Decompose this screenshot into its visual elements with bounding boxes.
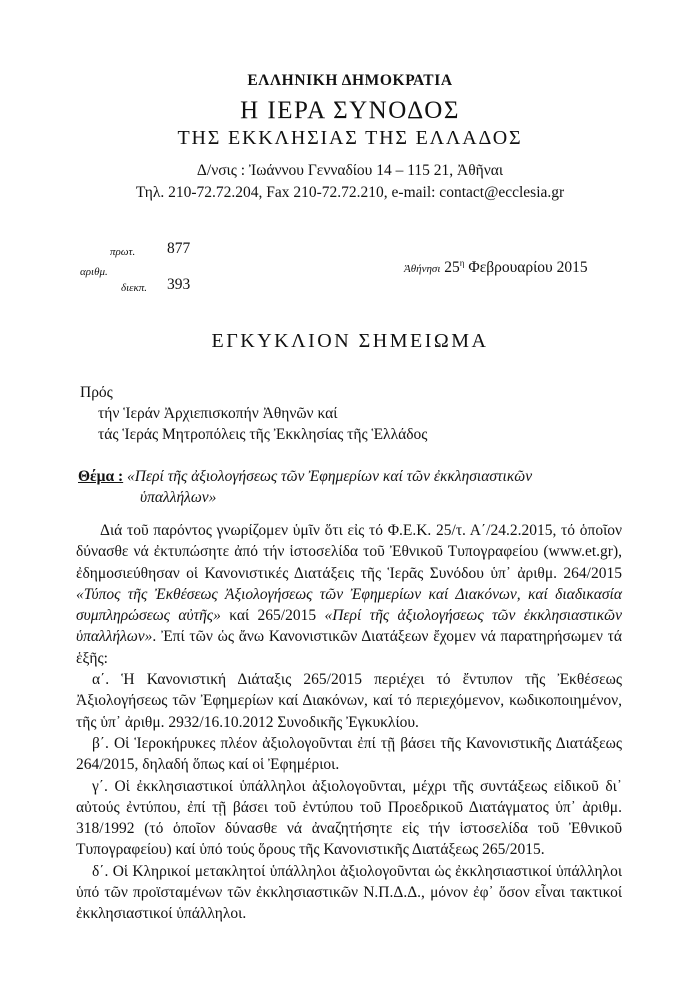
date-month-year: Φεβρουαρίου 2015 — [468, 259, 588, 277]
recipient-line-1: τήν Ἱεράν Ἀρχιεπισκοπήν Ἀθηνῶν καί — [98, 405, 338, 422]
subject-label: Θέμα : — [78, 468, 124, 485]
body-text — [76, 520, 622, 925]
letterhead-contact: Τηλ. 210-72.72.204, Fax 210-72.72.210, e-mail: contact@ecclesia.gr — [135, 184, 565, 201]
date-day-suffix: η — [459, 258, 465, 268]
document-date — [404, 258, 588, 277]
circular-title: ΕΓΚΥΚΛΙΟΝ ΣΗΜΕΙΩΜΑ — [211, 330, 489, 352]
diekp-label: διεκπ. — [121, 282, 148, 294]
body-item-c: γ΄. Οἱ ἐκκλησιαστικοί ὑπάλληλοι ἀξιολογοῦνται, μέχρι τῆς συντάξεως εἰδικοῦ δι᾽ αὐτούς ἐντύπου, ἐπί τῇ βάσει τοῦ ἐντύπου τοῦ Προεδρικοῦ Διατάγματος ὑπ᾽ ἀριθμ. 318/1992 (τό ὁποῖον δύνασθε νά ἀναζητήσητε εἰς τήν ἱστοσελίδα τοῦ Ἐθνικοῦ Τυπογραφείου) καί ὑπό τούς ὅρους τῆς Κανονιστικῆς Διατάξεως 265/2015. — [76, 777, 622, 859]
diekp-number: 393 — [167, 276, 191, 293]
intro-text-3: . Ἐπί τῶν ὡς ἄνω Κανονιστικῶν Διατάξεων ἔχομεν νά παρατηρήσωμεν τά ἑξῆς: — [76, 628, 622, 667]
letterhead-synod: Η ΙΕΡΑ ΣΥΝΟΔΟΣ — [240, 97, 460, 124]
letterhead-republic: ΕΛΛΗΝΙΚΗ ΔΗΜΟΚΡΑΤΙΑ — [247, 72, 453, 89]
body-intro-paragraph — [76, 520, 622, 669]
body-item-b: β΄. Οἱ Ἱεροκήρυκες πλέον ἀξιολογοῦνται ἐπί τῇ βάσει τῆς Κανονιστικῆς Διατάξεως 264/2015, δηλαδή ὅπως καί οἱ Ἐφημέριοι. — [76, 734, 622, 774]
prot-number: 877 — [167, 240, 191, 257]
prot-label: πρωτ. — [110, 246, 136, 258]
intro-italic-title-2: «Περί τῆς ἀξιολογήσεως τῶν ἐκκλησιαστικῶν ὑπαλλήλων» — [76, 607, 622, 646]
date-day: 25 — [444, 259, 460, 277]
letterhead-church: ΤΗΣ ΕΚΚΛΗΣΙΑΣ ΤΗΣ ΕΛΛΑΔΟΣ — [177, 127, 523, 149]
body-item-a: α΄. Ἡ Κανονιστική Διάταξις 265/2015 περιέχει τό ἔντυπον τῆς Ἐκθέσεως Ἀξιολογήσεως τῶν Ἐφημερίων καί Διακόνων, καί τό περιεχόμενον, κωδικοποιημένον, τῆς ὑπ᾽ ἀριθμ. 2932/16.10.2012 Συνοδικῆς Ἐγκυκλίου. — [76, 671, 622, 731]
arithm-label: αριθμ. — [80, 266, 108, 278]
intro-text-1: Διά τοῦ παρόντος γνωρίζομεν ὑμῖν ὅτι εἰς τό Φ.Ε.Κ. 25/τ. Α΄/24.2.2015, τό ὁποῖον δύνασθε νά ἐκτυπώσητε ἀπό τήν ἱστοσελίδα τοῦ Ἐθνικοῦ Τυπογραφείου (www.et.gr), ἐδημοσιεύθησαν οἱ Κανονιστικές Διατάξεις τῆς Ἱερᾶς Συνόδου ὑπ᾽ ἀριθμ. 264/2015 — [76, 522, 622, 582]
intro-text-2: καί 265/2015 — [220, 607, 325, 625]
recipient-to-label: Πρός — [80, 384, 113, 401]
letterhead-address: Δ/νσις : Ἰωάννου Γενναδίου 14 – 115 21, Ἀθῆναι — [196, 162, 504, 179]
intro-italic-title-1: «Τύπος τῆς Ἐκθέσεως Ἀξιολογήσεως τῶν Ἐφημερίων καί Διακόνων, καί διαδικασία συμπληρώσεως αὐτῆς» — [76, 585, 622, 625]
subject-line-1: «Περί τῆς ἀξιολογήσεως τῶν Ἐφημερίων καί τῶν ἐκκλησιαστικῶν — [127, 468, 533, 485]
date-place: Ἀθήνησι — [404, 263, 441, 276]
subject-block — [78, 466, 618, 508]
subject-line-2: ὑπαλλήλων» — [140, 489, 217, 506]
body-item-d: δ΄. Οἱ Κληρικοί μετακλητοί ὑπάλληλοι ἀξιολογοῦνται ὡς ἐκκλησιαστικοί ὑπάλληλοι ὑπό τῶν προϊσταμένων τῶν ἐκκλησιαστικῶν Ν.Π.Δ.Δ., μόνον ἐφ᾽ ὅσον εἶναι τακτικοί ἐκκλησιαστικοί ὑπάλληλοι. — [76, 862, 622, 923]
recipient-line-2: τάς Ἱεράς Μητροπόλεις τῆς Ἐκκλησίας τῆς Ἑλλάδος — [98, 426, 428, 443]
